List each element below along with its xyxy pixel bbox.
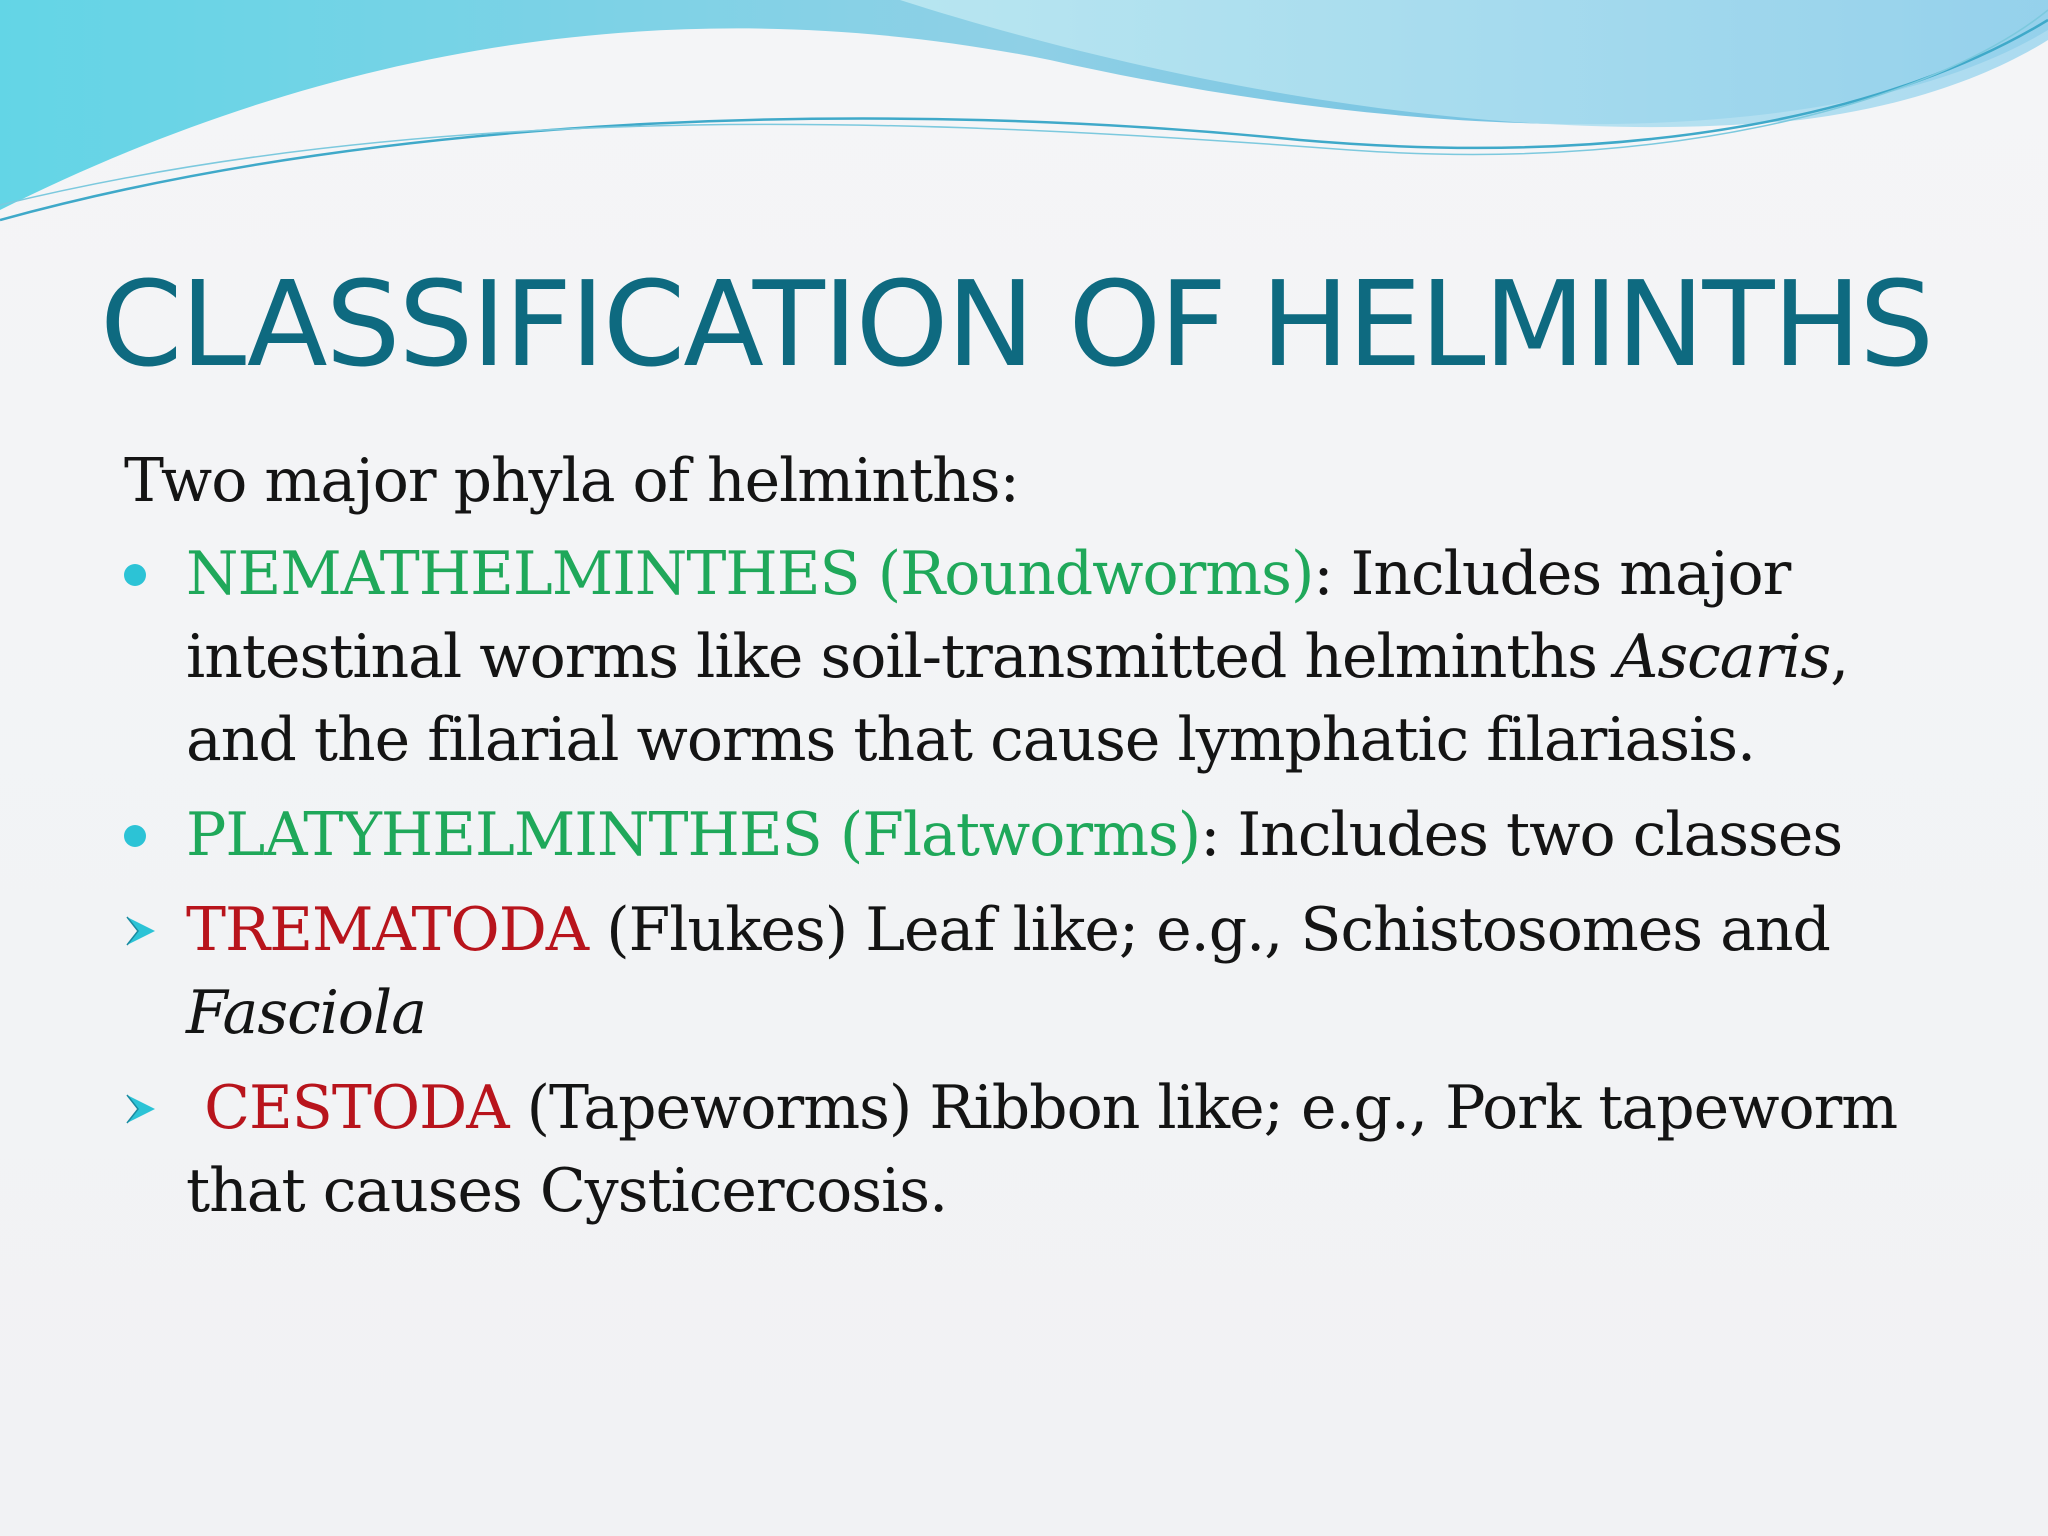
item-tail: , and the filarial worms that cause lymphatic filariasis. [186,622,1849,775]
list-item-trematoda [124,889,1944,1055]
bullet-dot-icon [124,533,174,616]
term-trematoda: TREMATODA [186,895,589,965]
intro-text: Two major phyla of helminths: [124,446,1019,516]
bullet-dot-icon [124,794,174,877]
header-wave-decoration [0,0,2048,240]
term-nemathelminthes: NEMATHELMINTHES (Roundworms) [186,539,1314,609]
item-text: (Flukes) Leaf like; e.g., Schistosomes and [588,895,1830,965]
slide-title: CLASSIFICATION OF HELMINTHS [100,255,1933,393]
arrow-bullet-icon [124,889,174,972]
list-item-nemathelminthes [124,533,1944,782]
slide-body [124,440,1944,1245]
item-text: (Tapeworms) Ribbon like; e.g., Pork tapeworm that causes Cysticercosis. [186,1073,1898,1226]
item-text: : Includes major intestinal worms like soil-transmitted helminths [186,539,1791,692]
arrow-bullet-icon [124,1067,174,1150]
list-item-platyhelminthes [124,794,1944,877]
list-item-cestoda [124,1067,1944,1233]
term-cestoda: CESTODA [186,1073,509,1143]
italic-fasciola: Fasciola [186,978,426,1048]
italic-ascaris: Ascaris [1615,622,1831,692]
item-text: : Includes two classes [1200,800,1843,870]
term-platyhelminthes: PLATYHELMINTHES (Flatworms) [186,800,1201,870]
